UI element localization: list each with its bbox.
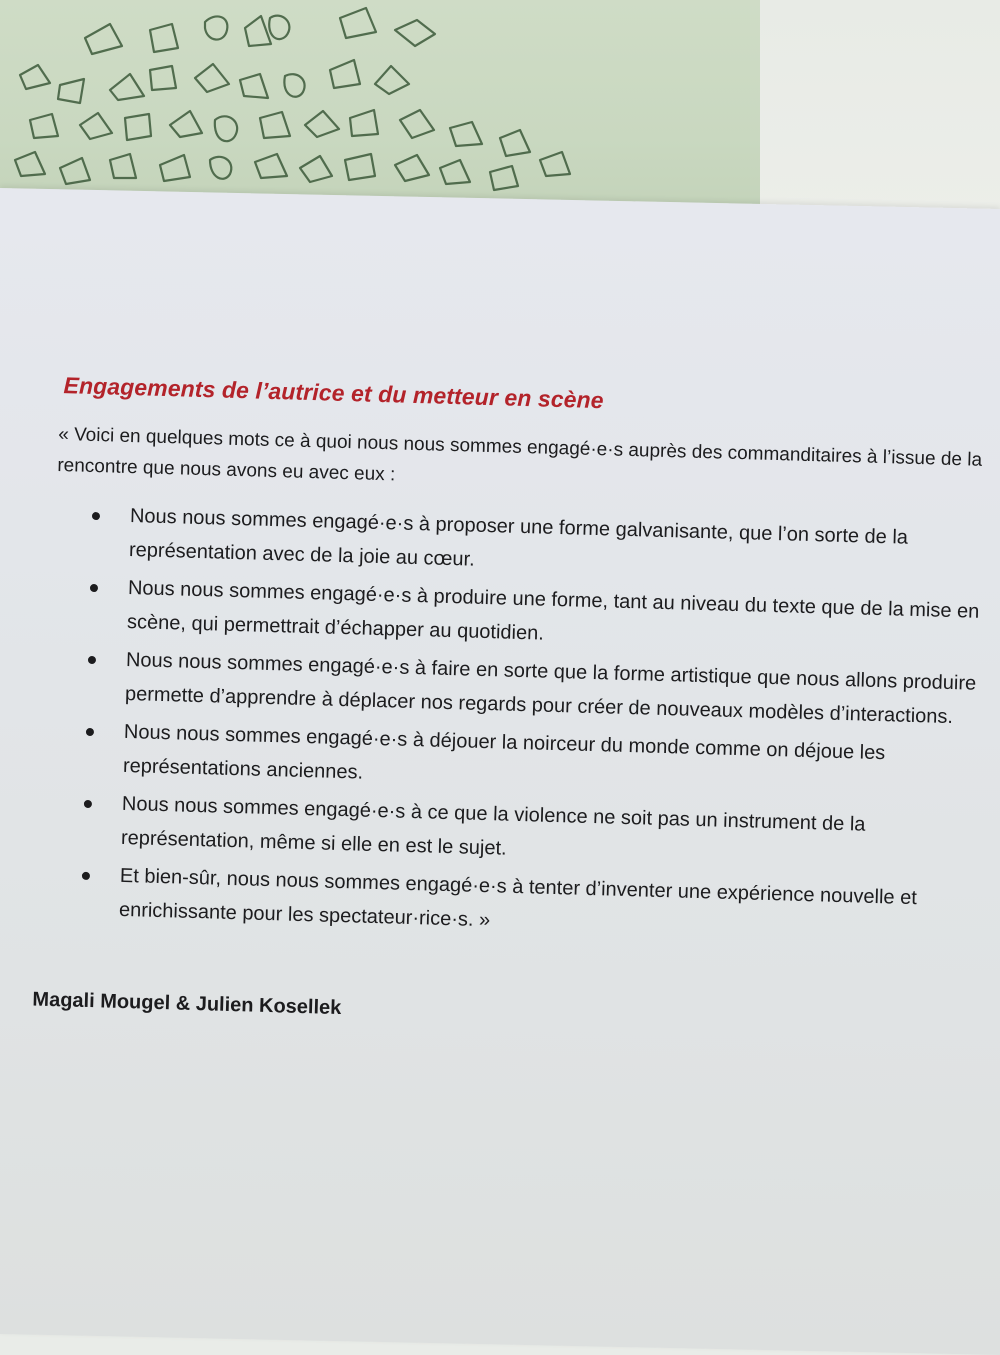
bullet-icon [92, 512, 100, 520]
intro-paragraph: « Voici en quelques mots ce à quoi nous nous sommes engagé·e·s auprès des commanditaires à l’issue de la rencontre que nous avons eu avec eux : [57, 423, 983, 486]
bullet-icon [82, 872, 90, 880]
list-item-text: Nous nous sommes engagé·e·s à ce que la violence ne soit pas un instrument de la représentation, même si elle en est le sujet. [120, 792, 866, 860]
signature: Magali Mougel & Julien Kosellek [32, 988, 342, 1020]
bullet-icon [86, 728, 94, 736]
bullet-icon [88, 656, 96, 664]
bullet-icon [84, 800, 92, 808]
bullet-icon [90, 584, 98, 592]
backdrop-edge [760, 0, 1000, 230]
list-item-text: Nous nous sommes engagé·e·s à faire en sorte que la forme artistique que nous allons produire permette d’apprendre à déplacer nos regards pour créer de nouveaux modèles d’interactions. [124, 648, 977, 729]
list-item-text: Nous nous sommes engagé·e·s à proposer une forme galvanisante, que l’on sorte de la représentation avec de la joie au cœur. [128, 505, 909, 571]
list-item-text: Nous nous sommes engagé·e·s à produire une forme, tant au niveau du texte que de la mise en scène, qui permettrait d’échapper au quotidien. [126, 576, 980, 645]
list-item-text: Nous nous sommes engagé·e·s à déjouer la noirceur du monde comme on déjoue les représentations anciennes. [122, 720, 886, 784]
commitments-list [45, 497, 997, 951]
document-body [32, 372, 1000, 1038]
list-item-text: Et bien-sûr, nous nous sommes engagé·e·s à tenter d’inventer une expérience nouvelle et enrichissante pour les spectateur·rice·s. » [118, 864, 918, 932]
section-heading: Engagements de l’autrice et du metteur en scène [63, 372, 605, 414]
scribble-drawing [0, 0, 600, 210]
